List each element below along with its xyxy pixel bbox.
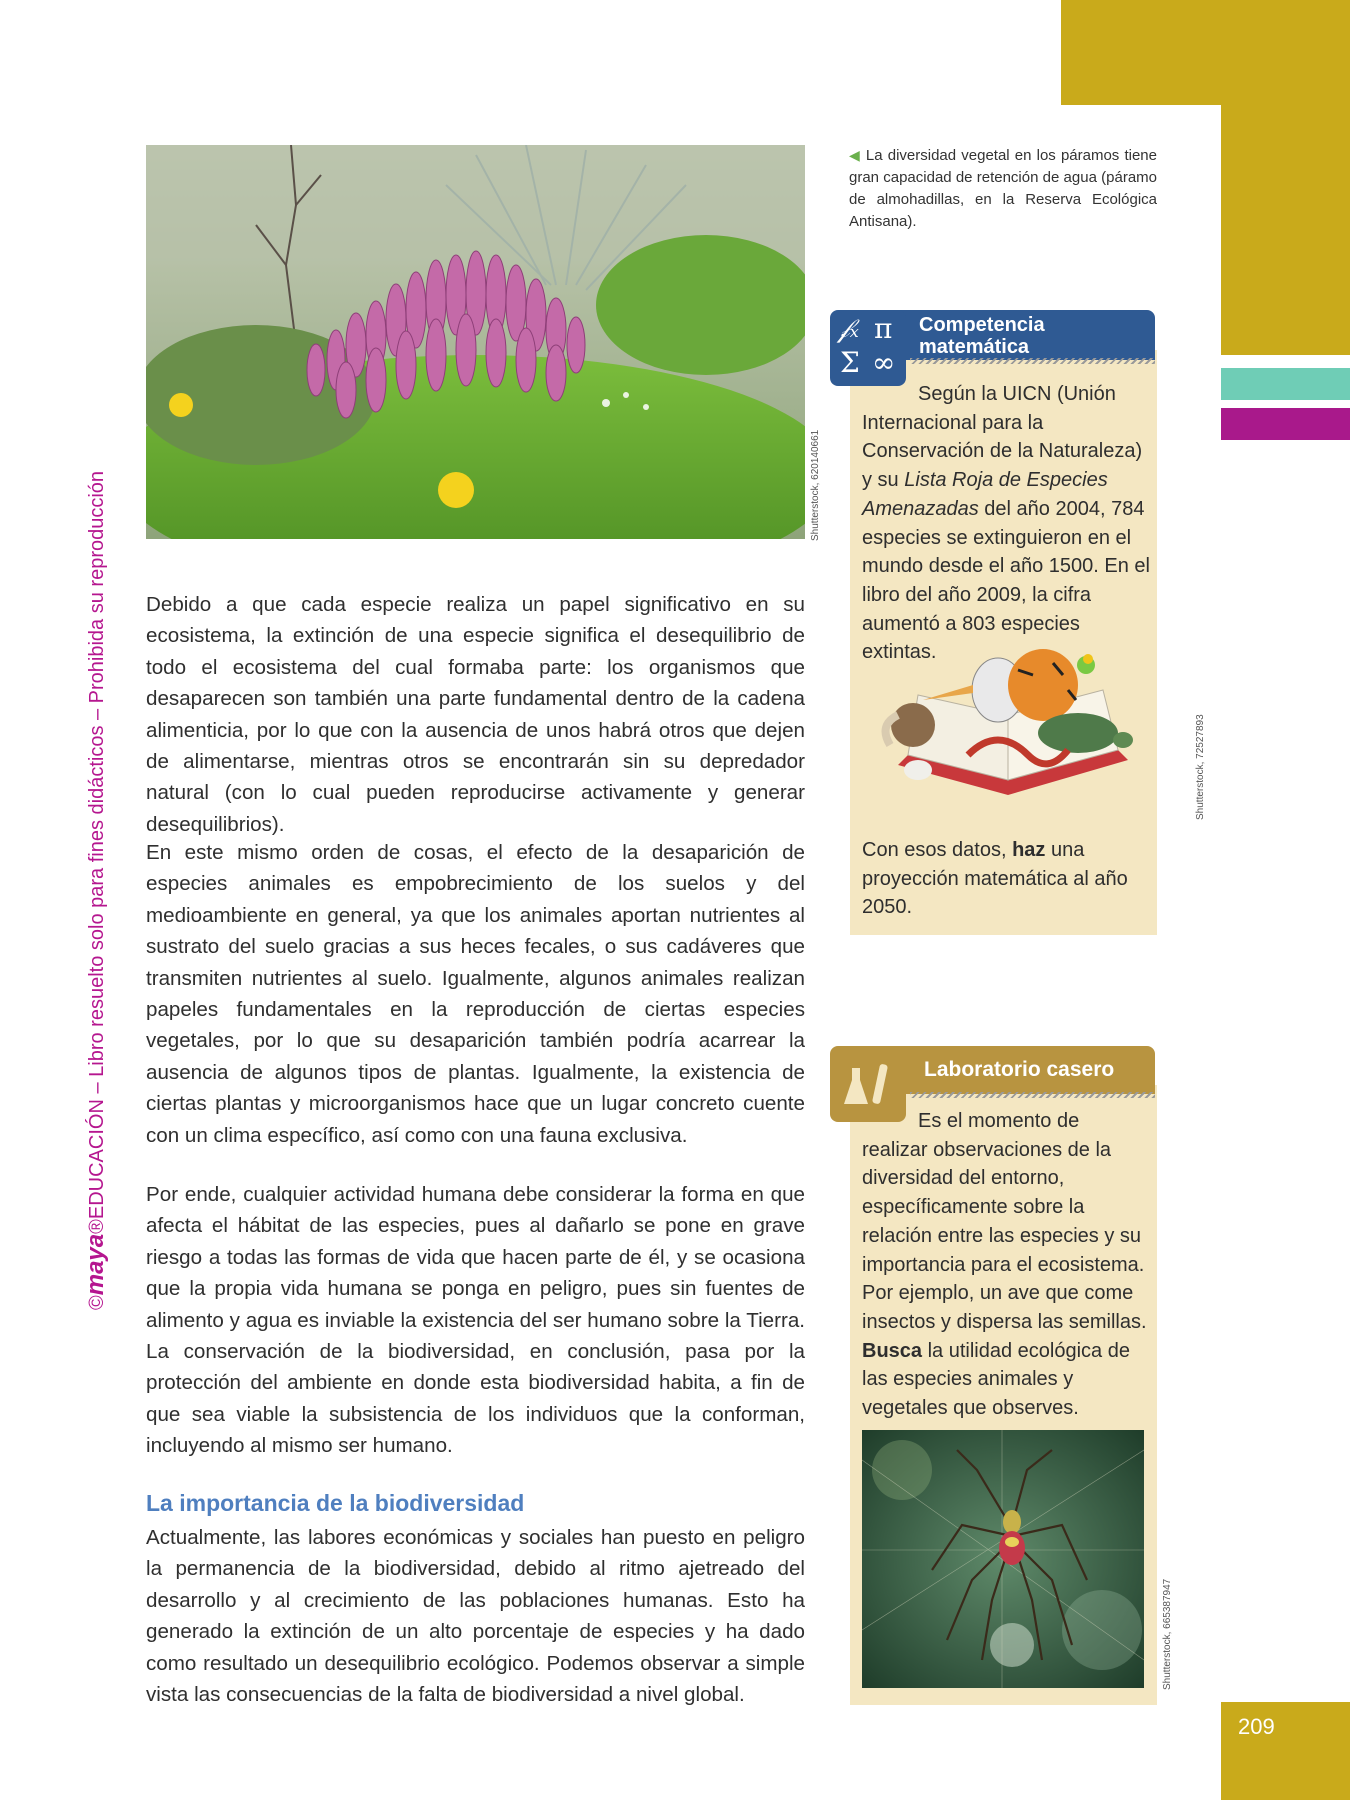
competencia-text-part2: del año 2004, 784 especies se extinguieron en el mundo desde el año 1500. En el libro del año 2009, la cifra aumentó a 803 especies extintas. bbox=[862, 497, 1150, 664]
paragraph-text: Debido a que cada especie realiza un papel significativo en su ecosistema, la extinción de una especie significa el desequilibrio de todo el ecosistema del cual formaba parte: los organismos que desaparecen son también una parte fundamental dentro de la cadena alimenticia, por lo que con la ausencia de unos habrá otros que dejen de alimentarse, mientras otros se encontrarán sin su depredador natural (con lo cual pueden reproducirse activamente y generar desequilibrios). bbox=[146, 593, 805, 836]
copyright-notice bbox=[82, 471, 110, 1310]
decorative-gold-side-band bbox=[1221, 105, 1350, 355]
pi-glyph-icon: π bbox=[874, 312, 893, 345]
paramo-plant-illustration bbox=[146, 145, 805, 539]
hero-photo-caption bbox=[849, 144, 1157, 233]
main-paragraph-2 bbox=[146, 837, 805, 1151]
competencia-closing bbox=[862, 836, 1150, 922]
closing-text-part1: Con esos datos, bbox=[862, 839, 1013, 861]
page-number: 209 bbox=[1238, 1714, 1275, 1739]
decorative-gold-band bbox=[1061, 0, 1350, 105]
section-title: La importancia de la biodiversidad bbox=[146, 1490, 525, 1516]
laboratorio-text bbox=[862, 1107, 1150, 1423]
competencia-title-line1: Competencia bbox=[919, 314, 1045, 336]
book-animals-icon bbox=[878, 645, 1138, 810]
decorative-magenta-band bbox=[1221, 408, 1350, 440]
section-paragraph bbox=[146, 1522, 805, 1710]
main-paragraph-3 bbox=[146, 1179, 805, 1462]
paragraph-text: Por ende, cualquier actividad humana debe considerar la forma en que afecta el hábitat de las especies, pues al dañarlo se pone en grave riesgo a todas las formas de vida que hacen parte de él, y se ocasiona que la propia vida humana se ponga en peligro, pues sin fuentes de alimento y agua es inviable la existencia del ser humano sobre la Tierra. La conservación de la biodiversidad, en conclusión, pasa por la protección del ambiente en donde esta biodiversidad habita, a fin de que sea viable la subsistencia de los individuos que la conforman, incluyendo al mismo ser humano. bbox=[146, 1183, 805, 1458]
paragraph-text: Actualmente, las labores económicas y sociales han puesto en peligro la permanencia de la biodiversidad, debido al ritmo ajetreado del desarrollo y al crecimiento de las poblaciones humanas. Esto ha generado la extinción de un alto porcentaje de especies y ha dado como resultado un desequilibrio ecológico. Podemos observar a simple vista las consecuencias de la falta de biodiversidad a nivel global. bbox=[146, 1526, 805, 1707]
spider-photo bbox=[862, 1430, 1144, 1688]
infinity-glyph-icon: ∞ bbox=[872, 346, 896, 379]
spider-photo-credit: Shutterstock, 665387947 bbox=[1162, 1578, 1173, 1690]
closing-text-bold: haz bbox=[1012, 839, 1046, 861]
brand-logo: maya bbox=[82, 1233, 109, 1296]
competencia-title-line2: matemática bbox=[919, 336, 1030, 358]
hero-photo-credit: Shutterstock, 620140661 bbox=[810, 429, 821, 541]
laboratorio-text-bold: Busca bbox=[862, 1339, 923, 1362]
paragraph-text: En este mismo orden de cosas, el efecto de la desaparición de especies animales es empobrecimiento de los suelos y del medioambiente en general, ya que los animales aportan nutrientes al sustrato del suelo gracias a sus heces fecales, o sus cadáveres que transmiten nutrientes al suelo. Igualmente, algunos animales realizan papeles fundamentales en la reproducción de ciertas especies vegetales, por lo que su desaparición también podría acarrear la ausencia de algunos tipos de plantas. Igualmente, la existencia de ciertas plantas y microorganismos hace que un lugar concreto cuente con un clima específico, así como con una fauna exclusiva. bbox=[146, 841, 805, 1147]
spider-illustration bbox=[862, 1430, 1144, 1688]
copyright-text: EDUCACIÓN – Libro resuelto solo para fines didácticos – Prohibida su reproducción bbox=[86, 470, 108, 1220]
laboratorio-text-part2: la utilidad ecológica de las especies animales y vegetales que observes. bbox=[862, 1339, 1130, 1420]
laboratorio-title: Laboratorio casero bbox=[924, 1058, 1115, 1081]
decorative-teal-band bbox=[1221, 368, 1350, 400]
copyright-symbol: © bbox=[86, 1295, 108, 1310]
caption-arrow-icon: ◀ bbox=[849, 147, 861, 163]
animals-book-illustration bbox=[878, 645, 1138, 810]
header-divider bbox=[910, 1092, 1155, 1098]
registered-mark: ® bbox=[86, 1219, 108, 1234]
closing-text-part2: una proyección matemática al año 2050. bbox=[862, 839, 1128, 919]
hero-photo-paramo bbox=[146, 145, 805, 539]
animals-illustration-credit: Shutterstock, 72527893 bbox=[1195, 714, 1206, 820]
header-divider bbox=[910, 358, 1155, 364]
math-icon bbox=[830, 310, 906, 386]
laboratorio-text-part1: Es el momento de realizar observaciones de la diversidad del entorno, específicamente sobre la relación entre las especies y su importancia para el ecosistema. Por ejemplo, un ave que come insectos y dispersa las semillas. bbox=[862, 1110, 1147, 1333]
competencia-text-part1: Según la UICN (Unión Internacional para la Conservación de la Naturaleza) y su bbox=[862, 383, 1143, 492]
sigma-glyph-icon: Σ bbox=[840, 346, 860, 379]
main-paragraph-1 bbox=[146, 589, 805, 840]
competencia-text bbox=[862, 380, 1150, 667]
caption-text: La diversidad vegetal en los páramos tiene gran capacidad de retención de agua (páramo de almohadillas, en la Reserva Ecológica Antisana). bbox=[849, 147, 1157, 230]
function-glyph-icon: 𝒻ₓ bbox=[838, 314, 859, 344]
competencia-text-italic: Lista Roja de Especies Amenazadas bbox=[862, 469, 1108, 520]
